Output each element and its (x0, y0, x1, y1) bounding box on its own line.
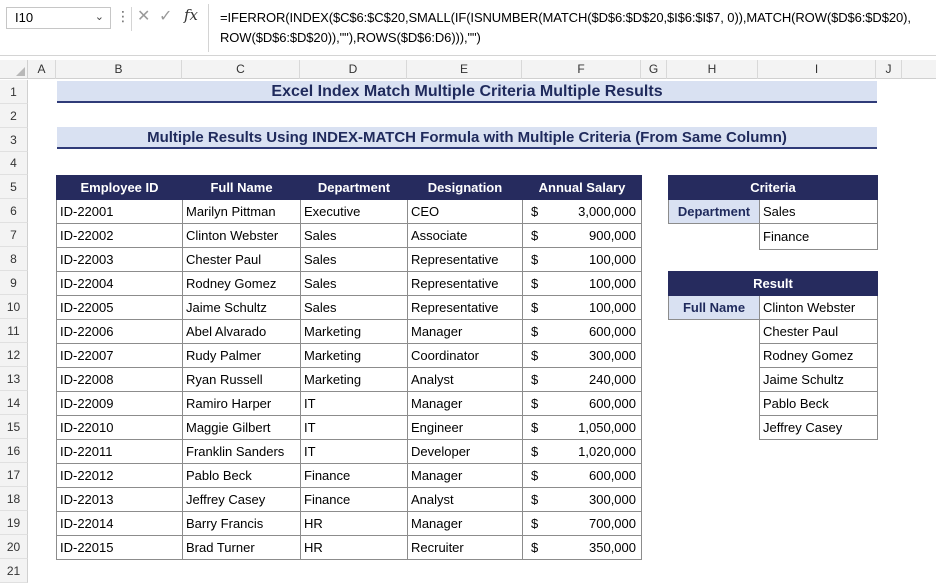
table-row (57, 392, 642, 416)
currency-symbol: $ (531, 492, 539, 507)
currency-symbol: $ (531, 444, 539, 459)
employee-id-cell[interactable]: ID-22011 (57, 440, 183, 464)
salary-amount: 700,000 (589, 516, 636, 531)
full-name-cell[interactable]: Rudy Palmer (183, 344, 301, 368)
table-row (57, 536, 642, 560)
row-header[interactable]: 17 (0, 463, 28, 487)
employee-id-cell[interactable]: ID-22008 (57, 368, 183, 392)
cancel-icon[interactable]: ✕ (137, 8, 151, 25)
employee-id-cell[interactable]: ID-22005 (57, 296, 183, 320)
designation-cell[interactable]: Coordinator (408, 344, 523, 368)
row-header[interactable]: 2 (0, 104, 28, 128)
employee-id-cell[interactable]: ID-22001 (57, 200, 183, 224)
currency-symbol: $ (531, 516, 539, 531)
more-options-icon[interactable]: ⋮ (116, 8, 130, 24)
column-header[interactable]: D (300, 60, 407, 79)
currency-symbol: $ (531, 540, 539, 555)
salary-amount: 600,000 (589, 396, 636, 411)
header-designation[interactable]: Designation (408, 176, 523, 200)
row-header[interactable]: 10 (0, 295, 28, 319)
designation-cell[interactable]: Manager (408, 464, 523, 488)
designation-cell[interactable]: Analyst (408, 368, 523, 392)
header-department[interactable]: Department (301, 176, 408, 200)
row-header[interactable]: 11 (0, 319, 28, 343)
column-header[interactable]: F (522, 60, 641, 79)
row-header[interactable]: 13 (0, 367, 28, 391)
empty-cell[interactable] (669, 320, 760, 344)
row-header[interactable]: 1 (0, 80, 28, 104)
department-cell[interactable]: Marketing (301, 320, 408, 344)
employee-id-cell[interactable]: ID-22012 (57, 464, 183, 488)
table-row (57, 368, 642, 392)
annual-salary-cell[interactable] (523, 464, 642, 488)
annual-salary-cell[interactable] (523, 392, 642, 416)
department-cell[interactable]: Executive (301, 200, 408, 224)
result-row (669, 296, 878, 320)
full-name-cell[interactable]: Pablo Beck (183, 464, 301, 488)
criteria-value[interactable]: Finance (760, 224, 878, 250)
salary-amount: 300,000 (589, 348, 636, 363)
department-cell[interactable]: Sales (301, 248, 408, 272)
salary-amount: 3,000,000 (578, 204, 636, 219)
designation-cell[interactable]: Associate (408, 224, 523, 248)
designation-cell[interactable]: Representative (408, 248, 523, 272)
salary-amount: 240,000 (589, 372, 636, 387)
designation-cell[interactable]: Manager (408, 512, 523, 536)
salary-amount: 350,000 (589, 540, 636, 555)
salary-amount: 100,000 (589, 276, 636, 291)
column-header[interactable]: G (641, 60, 667, 79)
formula-bar-separator (131, 7, 132, 31)
criteria-label[interactable]: Department (669, 200, 760, 224)
salary-amount: 900,000 (589, 228, 636, 243)
row-header[interactable]: 18 (0, 487, 28, 511)
result-value-cell[interactable]: Clinton Webster (760, 296, 878, 320)
row-header[interactable]: 4 (0, 152, 28, 175)
designation-cell[interactable]: Manager (408, 392, 523, 416)
empty-cell[interactable] (669, 416, 760, 440)
full-name-cell[interactable]: Maggie Gilbert (183, 416, 301, 440)
annual-salary-cell[interactable] (523, 344, 642, 368)
employee-id-cell[interactable]: ID-22009 (57, 392, 183, 416)
annual-salary-cell[interactable] (523, 296, 642, 320)
currency-symbol: $ (531, 420, 539, 435)
table-row (57, 320, 642, 344)
currency-symbol: $ (531, 348, 539, 363)
full-name-cell[interactable]: Chester Paul (183, 248, 301, 272)
annual-salary-cell[interactable] (523, 200, 642, 224)
result-table (668, 271, 878, 440)
row-header[interactable]: 9 (0, 271, 28, 295)
insert-function-icon[interactable]: fx (184, 6, 199, 24)
name-box[interactable] (6, 7, 111, 29)
annual-salary-cell[interactable] (523, 320, 642, 344)
designation-cell[interactable]: Recruiter (408, 536, 523, 560)
header-full-name[interactable]: Full Name (183, 176, 301, 200)
department-cell[interactable]: HR (301, 536, 408, 560)
table-row (57, 248, 642, 272)
salary-amount: 600,000 (589, 468, 636, 483)
result-row (669, 392, 878, 416)
criteria-table (668, 175, 878, 250)
salary-amount: 1,050,000 (578, 420, 636, 435)
column-header[interactable]: H (667, 60, 758, 79)
currency-symbol: $ (531, 372, 539, 387)
department-cell[interactable]: IT (301, 392, 408, 416)
full-name-cell[interactable]: Jeffrey Casey (183, 488, 301, 512)
row-header[interactable]: 8 (0, 247, 28, 271)
employee-table-header-row (57, 176, 642, 200)
result-row (669, 344, 878, 368)
table-row (57, 416, 642, 440)
currency-symbol: $ (531, 324, 539, 339)
employee-id-cell[interactable]: ID-22014 (57, 512, 183, 536)
department-cell[interactable]: Finance (301, 488, 408, 512)
full-name-cell[interactable]: Barry Francis (183, 512, 301, 536)
designation-cell[interactable]: Developer (408, 440, 523, 464)
result-row (669, 368, 878, 392)
empty-cell[interactable] (669, 392, 760, 416)
employee-id-cell[interactable]: ID-22002 (57, 224, 183, 248)
criteria-header[interactable]: Criteria (669, 176, 878, 200)
annual-salary-cell[interactable] (523, 248, 642, 272)
annual-salary-cell[interactable] (523, 416, 642, 440)
table-row (57, 344, 642, 368)
annual-salary-cell[interactable] (523, 272, 642, 296)
annual-salary-cell[interactable] (523, 488, 642, 512)
table-row (57, 200, 642, 224)
currency-symbol: $ (531, 252, 539, 267)
row-header[interactable]: 19 (0, 511, 28, 535)
designation-cell[interactable]: CEO (408, 200, 523, 224)
sheet-subtitle: Multiple Results Using INDEX-MATCH Formula with Multiple Criteria (From Same Column) (57, 127, 877, 149)
currency-symbol: $ (531, 204, 539, 219)
department-cell[interactable]: Sales (301, 224, 408, 248)
employee-id-cell[interactable]: ID-22013 (57, 488, 183, 512)
result-header[interactable]: Result (669, 272, 878, 296)
row-header[interactable]: 16 (0, 439, 28, 463)
designation-cell[interactable]: Representative (408, 272, 523, 296)
empty-cell[interactable] (669, 344, 760, 368)
designation-cell[interactable]: Analyst (408, 488, 523, 512)
column-header[interactable]: I (758, 60, 876, 79)
result-row (669, 320, 878, 344)
row-header[interactable]: 15 (0, 415, 28, 439)
column-header[interactable]: E (407, 60, 522, 79)
employee-id-cell[interactable]: ID-22010 (57, 416, 183, 440)
full-name-cell[interactable]: Ryan Russell (183, 368, 301, 392)
salary-amount: 300,000 (589, 492, 636, 507)
department-cell[interactable]: Sales (301, 272, 408, 296)
formula-line-1: =IFERROR(INDEX($C$6:$C$20,SMALL(IF(ISNUMBER(MATCH($D$6:$D$20,$I$6:$I$7, 0)),MATCH(ROW($D$6:$D$20), (220, 10, 911, 25)
result-value-cell[interactable]: Jaime Schultz (760, 368, 878, 392)
row-header[interactable]: 21 (0, 559, 28, 583)
salary-amount: 100,000 (589, 300, 636, 315)
currency-symbol: $ (531, 228, 539, 243)
table-row (57, 440, 642, 464)
employee-id-cell[interactable]: ID-22006 (57, 320, 183, 344)
employee-table (56, 175, 642, 560)
full-name-cell[interactable]: Jaime Schultz (183, 296, 301, 320)
result-value-cell[interactable]: Rodney Gomez (760, 344, 878, 368)
designation-cell[interactable]: Manager (408, 320, 523, 344)
full-name-cell[interactable]: Marilyn Pittman (183, 200, 301, 224)
row-header[interactable]: 12 (0, 343, 28, 367)
full-name-cell[interactable]: Abel Alvarado (183, 320, 301, 344)
table-row (57, 488, 642, 512)
full-name-cell[interactable]: Franklin Sanders (183, 440, 301, 464)
chevron-down-icon[interactable]: ⌄ (94, 11, 104, 23)
full-name-cell[interactable]: Rodney Gomez (183, 272, 301, 296)
department-cell[interactable]: HR (301, 512, 408, 536)
criteria-value[interactable]: Sales (760, 200, 878, 224)
row-header[interactable]: 6 (0, 199, 28, 223)
row-header[interactable]: 3 (0, 128, 28, 152)
designation-cell[interactable]: Representative (408, 296, 523, 320)
department-cell[interactable]: IT (301, 416, 408, 440)
formula-input[interactable] (220, 8, 930, 48)
row-header[interactable]: 14 (0, 391, 28, 415)
annual-salary-cell[interactable] (523, 440, 642, 464)
department-cell[interactable]: Finance (301, 464, 408, 488)
table-row (57, 512, 642, 536)
employee-id-cell[interactable]: ID-22004 (57, 272, 183, 296)
department-cell[interactable]: Marketing (301, 368, 408, 392)
full-name-cell[interactable]: Ramiro Harper (183, 392, 301, 416)
department-cell[interactable]: IT (301, 440, 408, 464)
result-label[interactable]: Full Name (669, 296, 760, 320)
annual-salary-cell[interactable] (523, 512, 642, 536)
sheet-title: Excel Index Match Multiple Criteria Multiple Results (57, 81, 877, 103)
header-employee-id[interactable]: Employee ID (57, 176, 183, 200)
employee-id-cell[interactable]: ID-22015 (57, 536, 183, 560)
column-header[interactable]: B (56, 60, 182, 79)
department-cell[interactable]: Marketing (301, 344, 408, 368)
currency-symbol: $ (531, 300, 539, 315)
designation-cell[interactable]: Engineer (408, 416, 523, 440)
name-box-value: I10 (15, 10, 34, 25)
column-header[interactable]: J (876, 60, 902, 79)
column-headers (0, 60, 936, 79)
empty-cell[interactable] (669, 224, 760, 250)
select-all-button[interactable] (0, 60, 28, 79)
salary-amount: 100,000 (589, 252, 636, 267)
annual-salary-cell[interactable] (523, 536, 642, 560)
column-header[interactable]: C (182, 60, 300, 79)
enter-check-icon[interactable]: ✓ (159, 8, 173, 25)
employee-id-cell[interactable]: ID-22007 (57, 344, 183, 368)
result-value-cell[interactable]: Jeffrey Casey (760, 416, 878, 440)
formula-line-2: ROW($D$6:$D$20)),""),ROWS($D$6:D6))),"") (220, 30, 481, 45)
result-value-cell[interactable]: Chester Paul (760, 320, 878, 344)
salary-amount: 1,020,000 (578, 444, 636, 459)
table-row (57, 224, 642, 248)
annual-salary-cell[interactable] (523, 368, 642, 392)
table-row (57, 272, 642, 296)
currency-symbol: $ (531, 396, 539, 411)
result-value-cell[interactable]: Pablo Beck (760, 392, 878, 416)
formula-input-separator (208, 4, 209, 52)
full-name-cell[interactable]: Brad Turner (183, 536, 301, 560)
formula-bar (0, 0, 936, 56)
table-row (57, 464, 642, 488)
table-row (57, 296, 642, 320)
row-header[interactable]: 20 (0, 535, 28, 559)
row-header[interactable]: 5 (0, 175, 28, 199)
row-header[interactable]: 7 (0, 223, 28, 247)
result-row (669, 416, 878, 440)
currency-symbol: $ (531, 276, 539, 291)
annual-salary-cell[interactable] (523, 224, 642, 248)
employee-id-cell[interactable]: ID-22003 (57, 248, 183, 272)
header-annual-salary[interactable]: Annual Salary (523, 176, 642, 200)
salary-amount: 600,000 (589, 324, 636, 339)
department-cell[interactable]: Sales (301, 296, 408, 320)
currency-symbol: $ (531, 468, 539, 483)
column-header[interactable]: A (28, 60, 56, 79)
empty-cell[interactable] (669, 368, 760, 392)
full-name-cell[interactable]: Clinton Webster (183, 224, 301, 248)
